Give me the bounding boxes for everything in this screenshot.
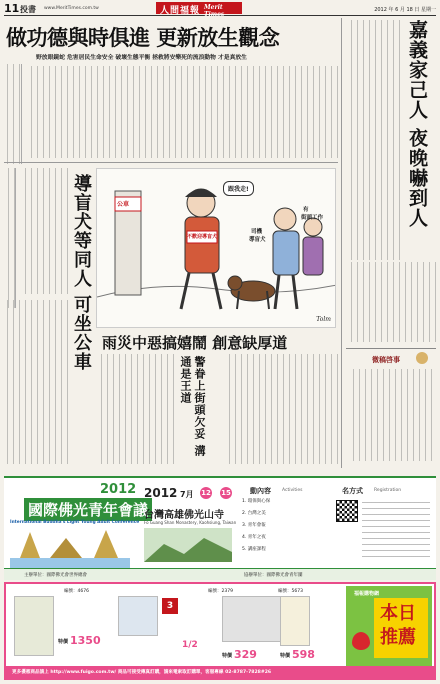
product-card[interactable] xyxy=(114,588,214,664)
left-byline xyxy=(2,168,16,308)
activity-item: 1. 環保與心保 xyxy=(242,499,271,504)
activity-item: 2. 台灣之美 xyxy=(242,511,266,516)
product-code: 編號：4676 xyxy=(64,589,89,594)
left-body-bottom xyxy=(4,300,68,464)
product-image xyxy=(14,596,54,656)
shopping-ad xyxy=(4,582,436,680)
product-card[interactable] xyxy=(270,588,342,664)
cartoon-side-label-b: 司機 xyxy=(251,229,263,235)
venue-photo xyxy=(144,528,232,562)
cartoon-side-label-a: 有 xyxy=(303,207,309,213)
middle-body-right xyxy=(226,354,338,464)
activity-item: 5. 講座課程 xyxy=(242,547,266,552)
wiki-title: 微稿啓事 xyxy=(372,356,400,364)
product-image xyxy=(118,596,158,636)
product-card[interactable] xyxy=(10,588,110,664)
masthead-logo xyxy=(156,2,242,18)
qr-code-icon[interactable] xyxy=(336,500,358,522)
cartoon-bus-label: 公車 xyxy=(117,201,130,208)
pack-badge: 3 xyxy=(162,598,178,614)
conference-dates xyxy=(144,486,244,506)
registration-title: 名方式 xyxy=(342,487,363,495)
middle-body-left xyxy=(96,354,174,464)
conference-title-en: International Buddha's Light Young Adult Conference xyxy=(10,520,140,525)
cartoon-sign: 不歡迎導盲犬 xyxy=(187,234,218,240)
logo-english: Merit Times xyxy=(204,4,225,18)
promo-panel[interactable] xyxy=(346,586,432,666)
product-code: 編號：5673 xyxy=(278,589,303,594)
wiki-body xyxy=(350,369,432,461)
wiki-icon xyxy=(416,352,428,364)
conference-title: 國際佛光青年會議 xyxy=(24,498,152,521)
activities-panel xyxy=(238,486,328,566)
activity-item: 4. 青年之夜 xyxy=(242,535,266,540)
activities-title: 動內容 xyxy=(250,487,271,495)
venue: 台灣高雄佛光山寺 xyxy=(144,510,224,521)
shop-footer-text[interactable]: 更多優惠商品請上 http://www.fuigo.com.tw/ 商品可接受傳真訂購，請來電索取訂購單，客服專線 02-8787-7828#26 xyxy=(12,670,272,675)
wiki-box xyxy=(346,348,436,466)
price-label: 特價 xyxy=(58,639,69,645)
conference-year: 2012 xyxy=(100,482,137,497)
left-body-top xyxy=(20,168,68,294)
price-label: 特價 xyxy=(280,653,291,659)
shop-footer xyxy=(6,666,434,678)
discount-badge: 1/2 xyxy=(182,640,198,650)
left-headline: 導盲犬等同人 可坐公車 xyxy=(71,174,92,372)
date-end: 15 xyxy=(221,489,231,497)
police-headline: 警眷上街頭欠妥 溝通是王道 xyxy=(179,356,206,457)
lead-body xyxy=(26,66,338,158)
cartoon-drawing xyxy=(97,169,336,328)
conference-ad xyxy=(4,476,436,580)
masthead xyxy=(4,2,436,16)
organizer-bar xyxy=(4,568,436,580)
date-year: 2012 xyxy=(144,486,178,500)
registration-details xyxy=(362,502,430,562)
logo-text: 人間福報 xyxy=(160,6,201,16)
cartoon-dog-label: 導盲犬 xyxy=(249,237,266,243)
co-organizer-text: 協辦單位：國際佛光會青年團 xyxy=(244,573,303,578)
product-price: 1350 xyxy=(70,634,101,647)
cartoon-speech-bubble: 跟我走! xyxy=(223,181,254,196)
lead-subhead: 野放眼鏡蛇 危害居民生命安全 破壞生態平衡 拯救將安樂死的流浪動物 才是真放生 xyxy=(36,55,247,61)
date-month: 7月 xyxy=(180,490,194,499)
registration-title-en: Registration xyxy=(374,488,402,493)
right-headline: 嘉義家己人 夜晚嚇到人 xyxy=(406,20,428,228)
lead-headline: 做功德與時俱進 更新放生觀念 xyxy=(6,25,280,50)
middle-headline: 雨災中惡搞嬉鬧 創意缺厚道 xyxy=(102,334,288,352)
product-image xyxy=(280,596,310,646)
activity-item: 3. 青年會報 xyxy=(242,523,266,528)
masthead-url[interactable]: www.MeritTimes.com.tw xyxy=(44,6,99,11)
right-body-bottom xyxy=(346,262,436,342)
right-body-top xyxy=(346,20,400,260)
temple-illustration xyxy=(10,528,130,568)
cartoon-signature: Tolm xyxy=(316,316,331,323)
activities-title-en: Activities xyxy=(282,488,303,493)
right-column-divider xyxy=(341,18,342,468)
strawberry-icon xyxy=(352,632,370,650)
venue-en: Fo Guang Shan Monastery, Kaohsiung, Taiwan xyxy=(144,520,237,525)
issue-date: 2012 年 6 月 18 日 星期一 xyxy=(374,7,436,13)
editorial-cartoon xyxy=(96,168,336,328)
lead-divider xyxy=(4,162,338,163)
lead-byline xyxy=(2,64,22,164)
registration-panel xyxy=(330,486,434,566)
section-label: 投書 xyxy=(20,5,36,14)
cartoon-worker-label: 街頭工作 xyxy=(301,215,324,221)
promo-subtitle: 福報購物網 xyxy=(354,591,380,597)
promo-title-box xyxy=(374,598,428,658)
product-price: 329 xyxy=(234,648,257,661)
promo-title: 本日推薦 xyxy=(380,603,416,648)
organizer-text: 主辦單位：國際佛光會世界總會 xyxy=(24,573,87,578)
page-number: 11 xyxy=(4,2,20,15)
product-price: 598 xyxy=(292,648,315,661)
activity-list xyxy=(242,498,326,558)
date-start: 12 xyxy=(201,489,211,497)
price-label: 特價 xyxy=(222,653,233,659)
product-code: 編號：2379 xyxy=(208,589,233,594)
